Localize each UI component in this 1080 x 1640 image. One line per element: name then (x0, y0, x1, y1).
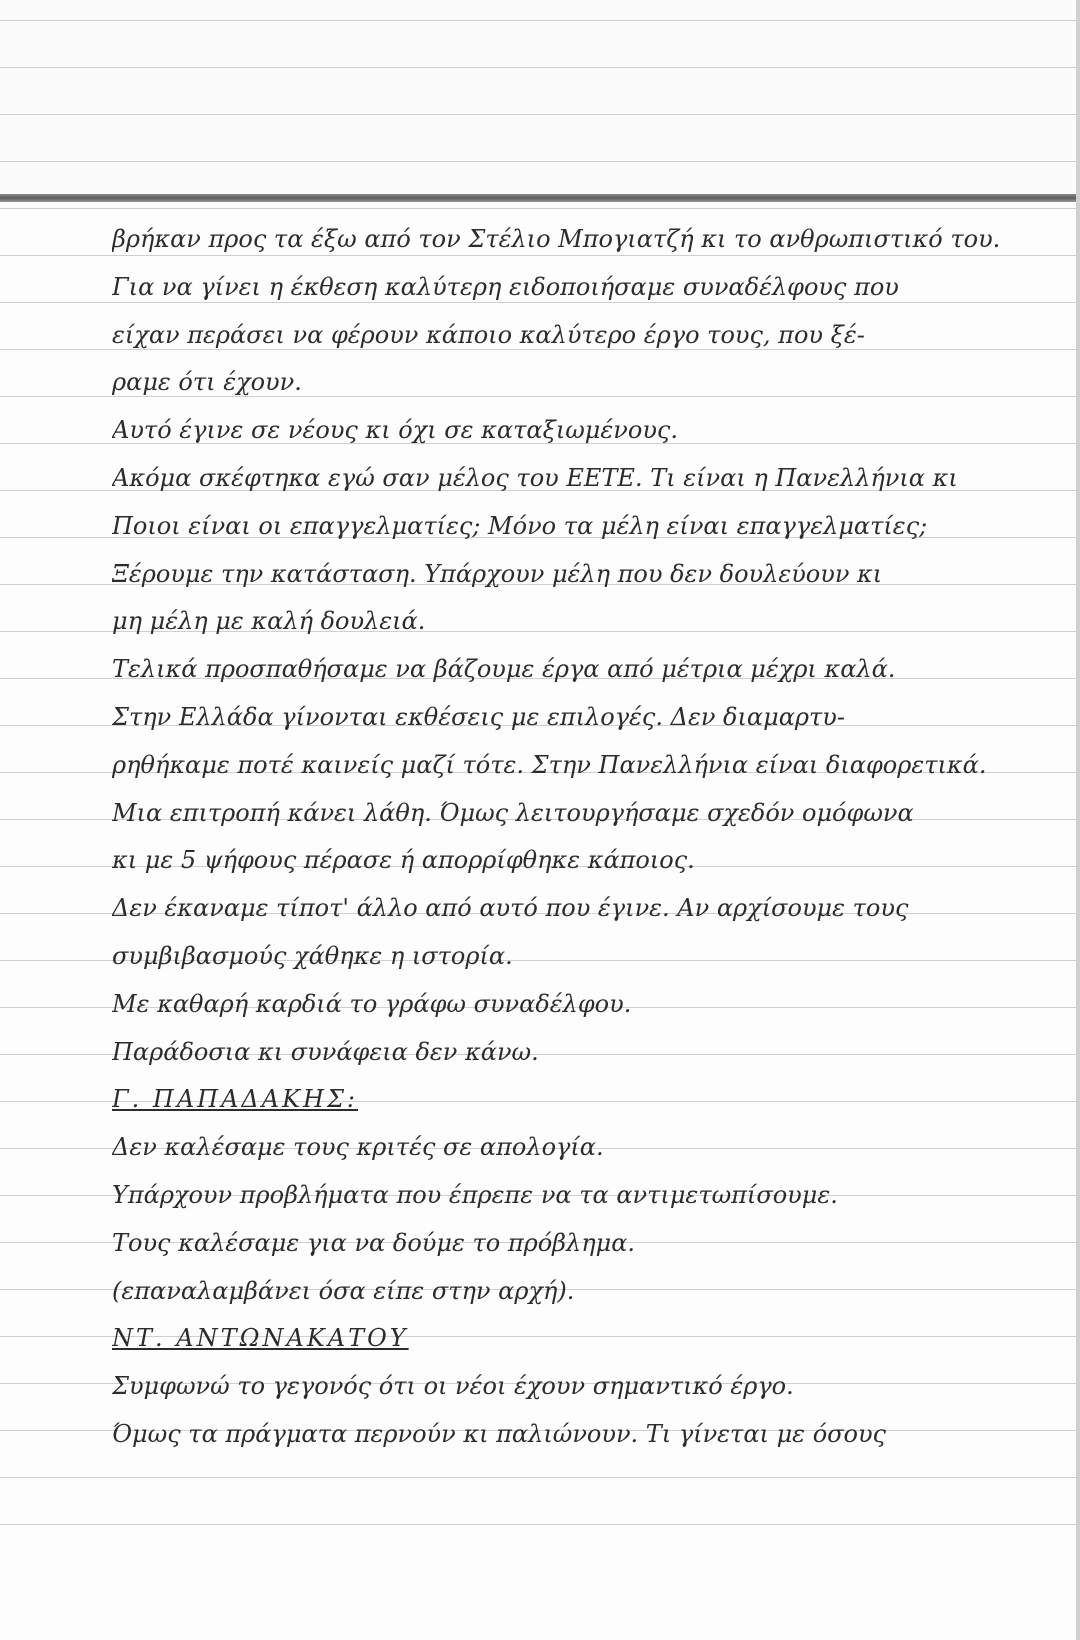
text-line: Τους καλέσαμε για να δούμε το πρόβλημα. (112, 1229, 636, 1257)
ruled-line (0, 161, 1080, 162)
text-line: Δεν έκαναμε τίποτ' άλλο από αυτό που έγινε. Αν αρχίσουμε τους (112, 894, 909, 922)
text-line: είχαν περάσει να φέρουν κάποιο καλύτερο έργο τους, που ξέ- (112, 321, 865, 349)
text-line: μη μέλη με καλή δουλειά. (112, 607, 426, 635)
text-line: Με καθαρή καρδιά το γράφω συναδέλφου. (112, 990, 632, 1018)
speaker-heading: Γ. ΠΑΠΑΔΑΚΗΣ: (112, 1085, 359, 1113)
blank-top-margin (0, 0, 1080, 195)
text-line: Υπάρχουν προβλήματα που έπρεπε να τα αντιμετωπίσουμε. (112, 1181, 838, 1209)
text-line: Ακόμα σκέφτηκα εγώ σαν μέλος του ΕΕΤΕ. Τι είναι η Πανελλήνια κι (112, 464, 958, 492)
text-line: ρηθήκαμε ποτέ καινείς μαζί τότε. Στην Πανελλήνια είναι διαφορετικά. (112, 751, 987, 779)
page-edge (1076, 0, 1080, 1640)
text-line: Ξέρουμε την κατάσταση. Υπάρχουν μέλη που δεν δουλεύουν κι (112, 560, 883, 588)
text-line: κι με 5 ψήφους πέρασε ή απορρίφθηκε κάποιος. (112, 846, 695, 874)
ruled-line (0, 114, 1080, 115)
text-line: ραμε ότι έχουν. (112, 368, 302, 396)
header-rule (0, 194, 1080, 202)
ruled-line (0, 1524, 1080, 1525)
text-line: Για να γίνει η έκθεση καλύτερη ειδοποιήσαμε συναδέλφους που (112, 273, 899, 301)
text-line: Όμως τα πράγματα περνούν κι παλιώνουν. Τι γίνεται με όσους (112, 1420, 886, 1448)
ruled-line (0, 20, 1080, 21)
text-line: Ποιοι είναι οι επαγγελματίες; Μόνο τα μέλη είναι επαγγελματίες; (112, 512, 928, 540)
text-line: Δεν καλέσαμε τους κριτές σε απολογία. (112, 1133, 604, 1161)
text-line: (επαναλαμβάνει όσα είπε στην αρχή). (112, 1277, 575, 1305)
speaker-heading: ΝΤ. ΑΝΤΩΝΑΚΑΤΟΥ (112, 1324, 409, 1352)
text-line: Μια επιτροπή κάνει λάθη. Όμως λειτουργήσαμε σχεδόν ομόφωνα (112, 799, 914, 827)
text-line: Αυτό έγινε σε νέους κι όχι σε καταξιωμένους. (112, 416, 678, 444)
ruled-line (0, 1477, 1080, 1478)
ruled-line (0, 67, 1080, 68)
text-line: Συμφωνώ το γεγονός ότι οι νέοι έχουν σημαντικό έργο. (112, 1372, 794, 1400)
text-line: Παράδοσια κι συνάφεια δεν κάνω. (112, 1038, 539, 1066)
ruled-line (0, 208, 1080, 209)
text-line: βρήκαν προς τα έξω από τον Στέλιο Μπογιατζή κι το ανθρωπιστικό του. (112, 225, 1001, 253)
text-line: Τελικά προσπαθήσαμε να βάζουμε έργα από μέτρια μέχρι καλά. (112, 655, 896, 683)
text-line: συμβιβασμούς χάθηκε η ιστορία. (112, 942, 513, 970)
text-line: Στην Ελλάδα γίνονται εκθέσεις με επιλογές. Δεν διαμαρτυ- (112, 703, 846, 731)
